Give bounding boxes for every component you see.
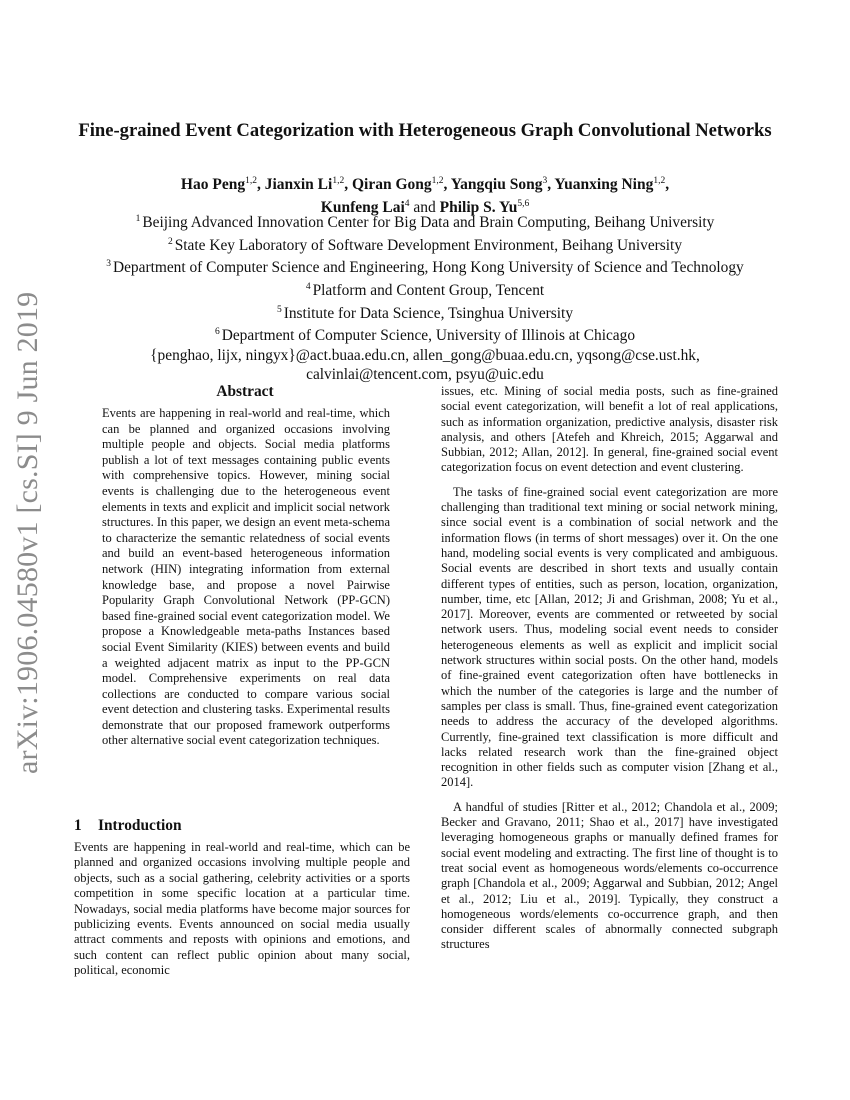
section-title: Introduction: [98, 817, 182, 834]
author-email-line: calvinlai@tencent.com, psyu@uic.edu: [306, 366, 544, 384]
affiliation-line: [60, 323, 790, 346]
abstract-heading: Abstract: [216, 383, 274, 400]
body-paragraph: issues, etc. Mining of social media posts, such as fine-grained social event categorization, will benefit a lot of real applications, such as information organization, predictive analysis, disaster risk analysis, and others [Atefeh and Khreich, 2015; Aggarwal and Subbian, 2012; Allan, 2012]. In general, fine-grained social event categorization focus on event detection and event clustering.: [441, 384, 778, 475]
affiliation-marker: 1: [135, 214, 141, 224]
affiliation-list: [60, 210, 790, 385]
author-affiliation-marker: 3: [542, 176, 548, 186]
author-affiliation-marker: 5,6: [517, 198, 530, 209]
paper-title: Fine-grained Event Categorization with Heterogeneous Graph Convolutional Networks: [78, 120, 772, 141]
author-name: Yangqiu Song: [450, 176, 543, 194]
affiliation-marker: 6: [214, 327, 220, 338]
introduction-heading: [74, 816, 404, 836]
author-affiliation-marker: 1,2: [653, 176, 666, 186]
affiliation-text: Platform and Content Group, Tencent: [312, 282, 545, 299]
abstract-text: Events are happening in real-world and real-time, which can be planned and organized occasions involving multiple people and objects. Social media platforms publish a lot of text messages containing public events with comprehensive topics. However, mining social events is challenging due to the heterogeneous event elements in texts and explicit and implicit social network structures. In this paper, we design an event meta-schema to characterize the semantic relatedness of social events and build an event-based heterogeneous information network (HIN) integrating information from external knowledge base, and propose a novel Pairwise Popularity Graph Convolutional Network (PP-GCN) based fine-grained social event categorization model. We propose a Knowledgeable meta-paths Instances based social Event Similarity (KIES) between events and build a weighted adjacent matrix as input to the PP-GCN model. Comprehensive experiments on real data collections are conducted to compare various social event detection and clustering tasks. Experimental results demonstrate that our proposed framework outperforms other alternative social event categorization techniques.: [102, 406, 390, 748]
affiliation-marker: 2: [167, 236, 173, 247]
author-email-line: {penghao, lijx, ningyx}@act.buaa.edu.cn, allen_gong@buaa.edu.cn, yqsong@cse.ust.hk,: [150, 346, 700, 364]
author-affiliation-marker: 1,2: [332, 176, 345, 186]
author-name: Kunfeng Lai: [320, 198, 405, 216]
affiliation-line: [60, 301, 790, 324]
affiliation-line: [60, 210, 790, 233]
arxiv-identifier-stamp: arXiv:1906.04580v1 [cs.SI] 9 Jun 2019: [11, 291, 44, 774]
affiliation-text: State Key Laboratory of Software Development Environment, Beihang University: [174, 236, 683, 254]
author-affiliation-marker: 1,2: [245, 176, 257, 186]
section-number: 1: [74, 817, 82, 834]
affiliation-text: Department of Computer Science, University of Illinois at Chicago: [221, 327, 636, 345]
author-name: Hao Peng: [180, 176, 246, 194]
author-affiliation-marker: 1,2: [431, 176, 444, 186]
right-column: [441, 384, 778, 962]
body-paragraph: The tasks of fine-grained social event categorization are more challenging than traditional text mining or social network mining, since social event is a combination of social network and the information flows (in terms of short messages) over it. On the one hand, modeling social events is very complicated and ambiguous. Social events are described in short texts and usually contain different types of entities, such as person, location, organization, number, time, etc [Allan, 2012; Ji and Grishman, 2008; Yu et al., 2017]. Moreover, events are commented or retweeted by social network users. Thus, modeling social event needs to consider heterogeneous elements as well as explicit and implicit social network structures within social posts. On the other hand, models of fine-grained event categorization often have bottlenecks in which the number of the categories is large and the number of samples per class is small. Thus, fine-grained event categorization needs to address the accuracy of the developed algorithms. Currently, fine-grained text classification is more difficult and lacks related research work than the fine-grained object recognition in other fields such as computer vision [Zhang et al., 2014].: [441, 484, 778, 790]
author-name: Yuanxing Ning: [554, 176, 654, 194]
author-name: Philip S. Yu: [439, 198, 518, 216]
affiliation-marker: 4: [305, 281, 311, 292]
affiliation-marker: 3: [106, 259, 111, 270]
affiliation-text: Institute for Data Science, Tsinghua University: [283, 304, 574, 322]
introduction-paragraph: Events are happening in real-world and real-time, which can be planned and organized occasions involving multiple people and objects, such as a social gathering, celebrity activities or a sports competition in some specific location at a particular time. Nowadays, social media platforms have become major sources for publicizing events. Events announced on social media usually attract comments and reposts with opinions and emotions, and such content can reflect public opinion about many social, political, economic: [74, 840, 410, 978]
author-list: Hao Peng$^{1,2}$, Jianxin Li$^{1,2}$, Qiran Gong$^{1,2}$, Yangqiu Song$^3$, Yuanxing Ning$^{1,2}$, Kunfeng Lai$^4$ and Philip S. Yu$^{5,6}$: [180, 176, 670, 216]
author-name: Jianxin Li: [264, 176, 333, 194]
body-paragraph: A handful of studies [Ritter et al., 2012; Chandola et al., 2009; Becker and Gravano, 2011; Shao et al., 2017] have investigated leveraging homogeneous graphs or manually defined frames for social event modeling and extracting. The first line of thought is to treat social event as homogeneous words/elements co-occurrence graph [Chandola et al., 2009; Aggarwal and Subbian, 2012; Angel et al., 2012; Liu et al., 2019]. Typically, they construct a homogeneous words/elements co-occurrence graph, and then consider different scales of abnormally connected subgraph structures: [441, 799, 778, 952]
affiliation-text: Department of Computer Science and Engineering, Hong Kong University of Science and Technology: [112, 259, 744, 277]
affiliation-marker: 5: [276, 304, 282, 315]
author-name: Qiran Gong: [351, 176, 432, 194]
author-affiliation-marker: 4: [404, 198, 410, 209]
affiliation-line: [60, 233, 790, 256]
affiliation-line: [60, 278, 790, 301]
affiliation-text: Beijing Advanced Innovation Center for Big Data and Brain Computing, Beihang University: [142, 214, 715, 232]
affiliation-line: [60, 255, 790, 278]
